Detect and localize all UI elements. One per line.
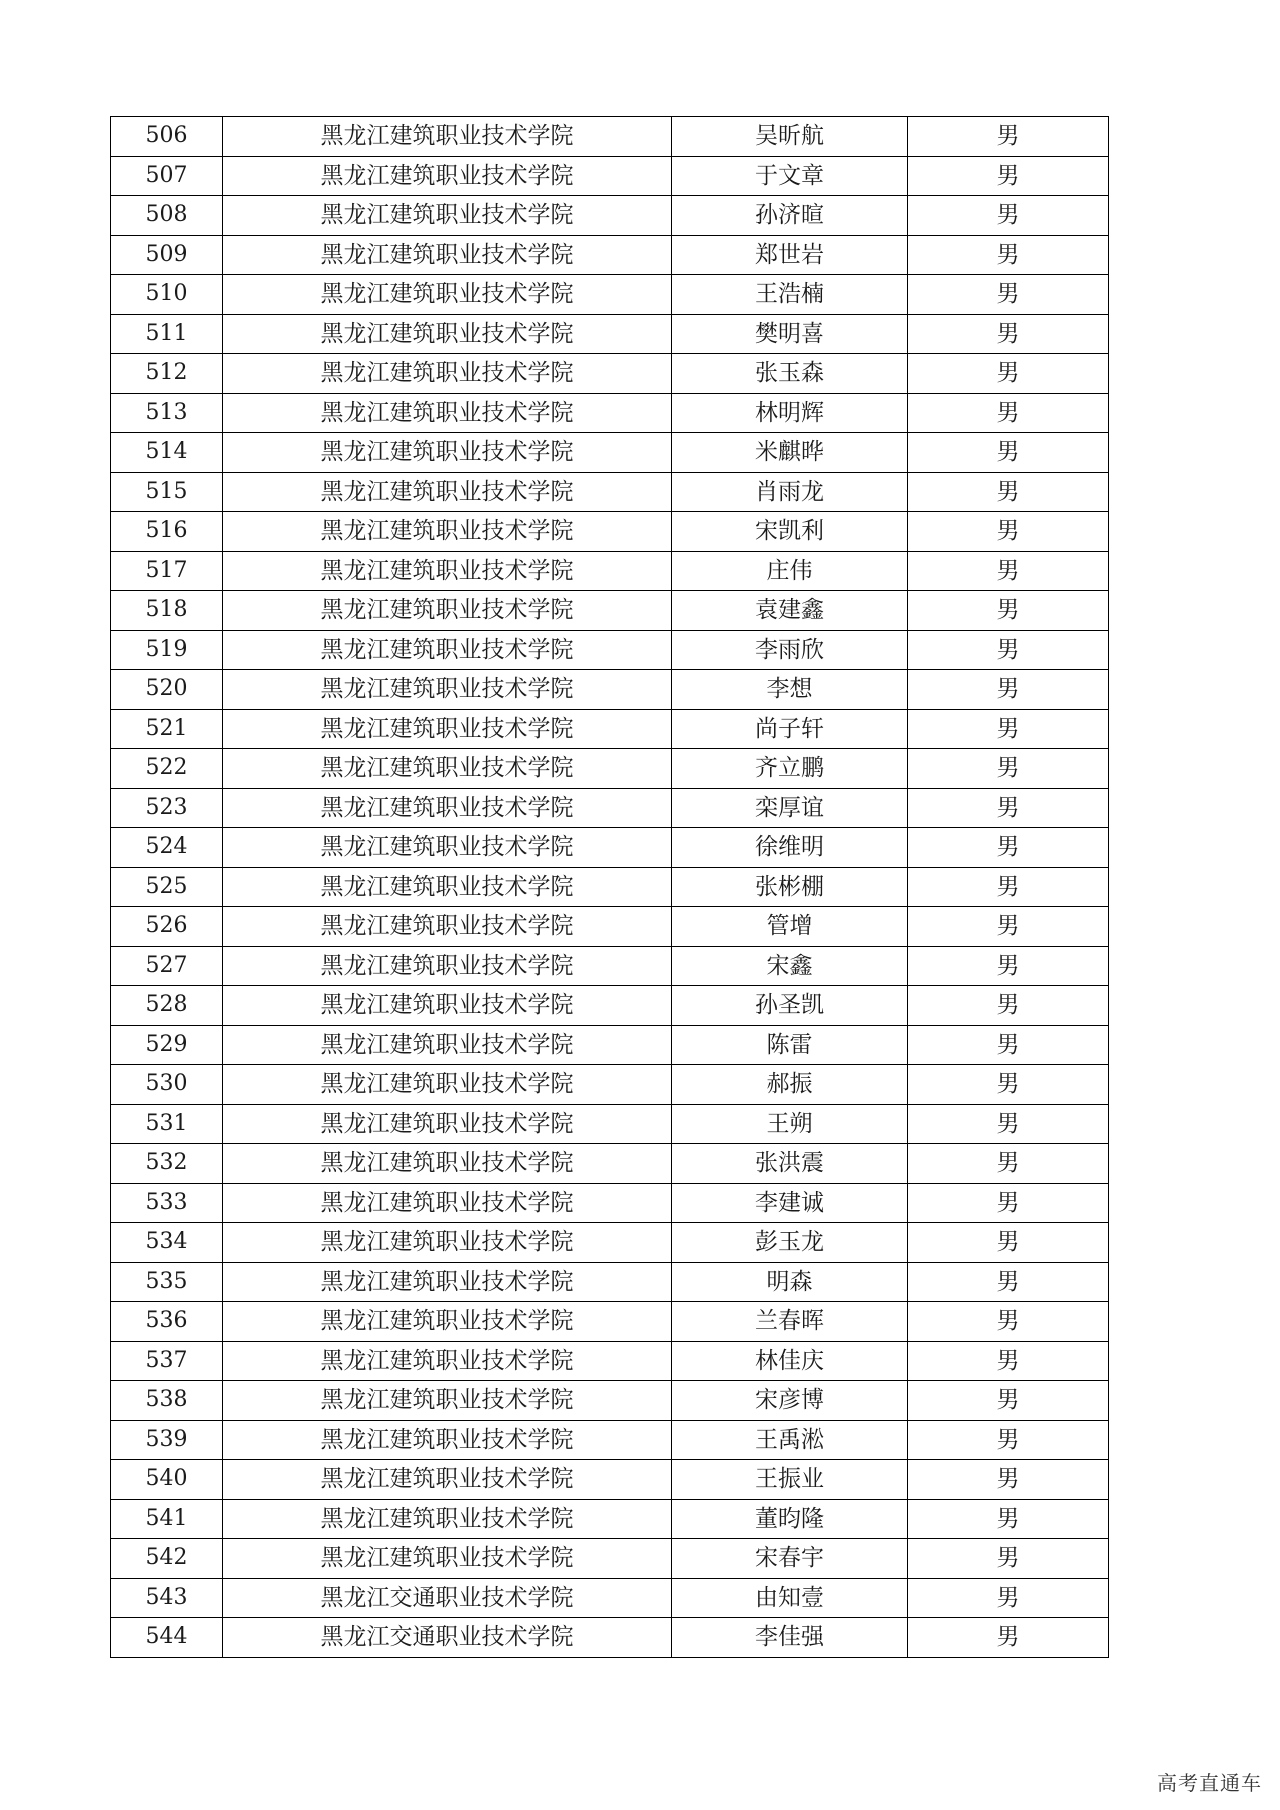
gender-cell: 男 — [908, 749, 1109, 789]
name-cell: 庄伟 — [672, 551, 908, 591]
gender-cell: 男 — [908, 907, 1109, 947]
school-cell: 黑龙江建筑职业技术学院 — [223, 1420, 672, 1460]
school-cell: 黑龙江建筑职业技术学院 — [223, 1499, 672, 1539]
table-row — [111, 1183, 1109, 1223]
gender-cell: 男 — [908, 709, 1109, 749]
table-row — [111, 1223, 1109, 1263]
table-row — [111, 512, 1109, 552]
school-cell: 黑龙江建筑职业技术学院 — [223, 867, 672, 907]
row-number-cell: 513 — [111, 393, 223, 433]
school-cell: 黑龙江建筑职业技术学院 — [223, 1104, 672, 1144]
school-cell: 黑龙江建筑职业技术学院 — [223, 393, 672, 433]
school-cell: 黑龙江建筑职业技术学院 — [223, 1025, 672, 1065]
name-cell: 孙济暄 — [672, 196, 908, 236]
name-cell: 于文章 — [672, 156, 908, 196]
school-cell: 黑龙江建筑职业技术学院 — [223, 314, 672, 354]
school-cell: 黑龙江建筑职业技术学院 — [223, 1144, 672, 1184]
gender-cell: 男 — [908, 235, 1109, 275]
name-cell: 明森 — [672, 1262, 908, 1302]
gender-cell: 男 — [908, 1223, 1109, 1263]
gender-cell: 男 — [908, 591, 1109, 631]
gender-cell: 男 — [908, 433, 1109, 473]
row-number-cell: 515 — [111, 472, 223, 512]
gender-cell: 男 — [908, 1618, 1109, 1658]
name-cell: 吴昕航 — [672, 117, 908, 157]
row-number-cell: 535 — [111, 1262, 223, 1302]
gender-cell: 男 — [908, 788, 1109, 828]
name-cell: 兰春晖 — [672, 1302, 908, 1342]
row-number-cell: 542 — [111, 1539, 223, 1579]
row-number-cell: 507 — [111, 156, 223, 196]
row-number-cell: 516 — [111, 512, 223, 552]
row-number-cell: 526 — [111, 907, 223, 947]
gender-cell: 男 — [908, 393, 1109, 433]
name-cell: 李佳强 — [672, 1618, 908, 1658]
table-row — [111, 1618, 1109, 1658]
school-cell: 黑龙江建筑职业技术学院 — [223, 946, 672, 986]
school-cell: 黑龙江建筑职业技术学院 — [223, 709, 672, 749]
name-cell: 袁建鑫 — [672, 591, 908, 631]
name-cell: 张洪震 — [672, 1144, 908, 1184]
row-number-cell: 523 — [111, 788, 223, 828]
name-cell: 由知壹 — [672, 1578, 908, 1618]
row-number-cell: 509 — [111, 235, 223, 275]
table-row — [111, 117, 1109, 157]
name-cell: 林佳庆 — [672, 1341, 908, 1381]
school-cell: 黑龙江建筑职业技术学院 — [223, 235, 672, 275]
table-row — [111, 1460, 1109, 1500]
school-cell: 黑龙江建筑职业技术学院 — [223, 907, 672, 947]
table-row — [111, 1025, 1109, 1065]
school-cell: 黑龙江建筑职业技术学院 — [223, 1341, 672, 1381]
table-row — [111, 1381, 1109, 1421]
school-cell: 黑龙江建筑职业技术学院 — [223, 433, 672, 473]
gender-cell: 男 — [908, 1539, 1109, 1579]
school-cell: 黑龙江交通职业技术学院 — [223, 1578, 672, 1618]
row-number-cell: 540 — [111, 1460, 223, 1500]
row-number-cell: 543 — [111, 1578, 223, 1618]
gender-cell: 男 — [908, 867, 1109, 907]
name-cell: 张玉森 — [672, 354, 908, 394]
name-cell: 董昀隆 — [672, 1499, 908, 1539]
row-number-cell: 520 — [111, 670, 223, 710]
row-number-cell: 534 — [111, 1223, 223, 1263]
school-cell: 黑龙江交通职业技术学院 — [223, 1618, 672, 1658]
table-row — [111, 156, 1109, 196]
school-cell: 黑龙江建筑职业技术学院 — [223, 670, 672, 710]
table-row — [111, 591, 1109, 631]
gender-cell: 男 — [908, 1302, 1109, 1342]
gender-cell: 男 — [908, 354, 1109, 394]
name-cell: 宋凯利 — [672, 512, 908, 552]
table-row — [111, 472, 1109, 512]
table-row — [111, 828, 1109, 868]
gender-cell: 男 — [908, 1460, 1109, 1500]
table-row — [111, 630, 1109, 670]
name-cell: 彭玉龙 — [672, 1223, 908, 1263]
gender-cell: 男 — [908, 1025, 1109, 1065]
row-number-cell: 533 — [111, 1183, 223, 1223]
watermark-text: 高考直通车 — [1157, 1771, 1262, 1795]
name-cell: 郝振 — [672, 1065, 908, 1105]
row-number-cell: 537 — [111, 1341, 223, 1381]
gender-cell: 男 — [908, 472, 1109, 512]
name-cell: 张彬棚 — [672, 867, 908, 907]
table-row — [111, 235, 1109, 275]
school-cell: 黑龙江建筑职业技术学院 — [223, 275, 672, 315]
row-number-cell: 538 — [111, 1381, 223, 1421]
roster-table — [110, 116, 1109, 1658]
name-cell: 李雨欣 — [672, 630, 908, 670]
gender-cell: 男 — [908, 828, 1109, 868]
name-cell: 王朔 — [672, 1104, 908, 1144]
table-row — [111, 1539, 1109, 1579]
table-row — [111, 1262, 1109, 1302]
table-row — [111, 433, 1109, 473]
school-cell: 黑龙江建筑职业技术学院 — [223, 1262, 672, 1302]
row-number-cell: 528 — [111, 986, 223, 1026]
school-cell: 黑龙江建筑职业技术学院 — [223, 156, 672, 196]
gender-cell: 男 — [908, 551, 1109, 591]
school-cell: 黑龙江建筑职业技术学院 — [223, 196, 672, 236]
gender-cell: 男 — [908, 1341, 1109, 1381]
row-number-cell: 512 — [111, 354, 223, 394]
row-number-cell: 518 — [111, 591, 223, 631]
table-row — [111, 788, 1109, 828]
row-number-cell: 506 — [111, 117, 223, 157]
gender-cell: 男 — [908, 1183, 1109, 1223]
table-row — [111, 1341, 1109, 1381]
table-row — [111, 867, 1109, 907]
school-cell: 黑龙江建筑职业技术学院 — [223, 1302, 672, 1342]
row-number-cell: 524 — [111, 828, 223, 868]
row-number-cell: 544 — [111, 1618, 223, 1658]
table-row — [111, 1065, 1109, 1105]
school-cell: 黑龙江建筑职业技术学院 — [223, 1183, 672, 1223]
table-row — [111, 314, 1109, 354]
school-cell: 黑龙江建筑职业技术学院 — [223, 512, 672, 552]
name-cell: 郑世岩 — [672, 235, 908, 275]
table-row — [111, 354, 1109, 394]
name-cell: 王浩楠 — [672, 275, 908, 315]
name-cell: 陈雷 — [672, 1025, 908, 1065]
gender-cell: 男 — [908, 670, 1109, 710]
table-row — [111, 275, 1109, 315]
row-number-cell: 517 — [111, 551, 223, 591]
name-cell: 王振业 — [672, 1460, 908, 1500]
school-cell: 黑龙江建筑职业技术学院 — [223, 1223, 672, 1263]
name-cell: 王禹淞 — [672, 1420, 908, 1460]
gender-cell: 男 — [908, 275, 1109, 315]
row-number-cell: 510 — [111, 275, 223, 315]
table-row — [111, 986, 1109, 1026]
name-cell: 孙圣凯 — [672, 986, 908, 1026]
gender-cell: 男 — [908, 314, 1109, 354]
school-cell: 黑龙江建筑职业技术学院 — [223, 1065, 672, 1105]
name-cell: 米麒晔 — [672, 433, 908, 473]
school-cell: 黑龙江建筑职业技术学院 — [223, 591, 672, 631]
table-row — [111, 1144, 1109, 1184]
name-cell: 齐立鹏 — [672, 749, 908, 789]
name-cell: 宋春宇 — [672, 1539, 908, 1579]
row-number-cell: 536 — [111, 1302, 223, 1342]
table-row — [111, 1104, 1109, 1144]
name-cell: 林明辉 — [672, 393, 908, 433]
school-cell: 黑龙江建筑职业技术学院 — [223, 749, 672, 789]
school-cell: 黑龙江建筑职业技术学院 — [223, 828, 672, 868]
gender-cell: 男 — [908, 1381, 1109, 1421]
table-row — [111, 1499, 1109, 1539]
table-row — [111, 1578, 1109, 1618]
row-number-cell: 529 — [111, 1025, 223, 1065]
row-number-cell: 541 — [111, 1499, 223, 1539]
name-cell: 宋彦博 — [672, 1381, 908, 1421]
gender-cell: 男 — [908, 196, 1109, 236]
table-row — [111, 1420, 1109, 1460]
roster-table-body — [111, 117, 1109, 1658]
row-number-cell: 531 — [111, 1104, 223, 1144]
gender-cell: 男 — [908, 1104, 1109, 1144]
table-row — [111, 946, 1109, 986]
table-row — [111, 709, 1109, 749]
row-number-cell: 522 — [111, 749, 223, 789]
name-cell: 李想 — [672, 670, 908, 710]
name-cell: 管增 — [672, 907, 908, 947]
table-row — [111, 1302, 1109, 1342]
table-row — [111, 393, 1109, 433]
gender-cell: 男 — [908, 630, 1109, 670]
gender-cell: 男 — [908, 1499, 1109, 1539]
table-row — [111, 670, 1109, 710]
school-cell: 黑龙江建筑职业技术学院 — [223, 117, 672, 157]
row-number-cell: 521 — [111, 709, 223, 749]
gender-cell: 男 — [908, 986, 1109, 1026]
table-row — [111, 907, 1109, 947]
gender-cell: 男 — [908, 1578, 1109, 1618]
gender-cell: 男 — [908, 117, 1109, 157]
school-cell: 黑龙江建筑职业技术学院 — [223, 354, 672, 394]
name-cell: 樊明喜 — [672, 314, 908, 354]
row-number-cell: 527 — [111, 946, 223, 986]
name-cell: 宋鑫 — [672, 946, 908, 986]
row-number-cell: 539 — [111, 1420, 223, 1460]
table-row — [111, 196, 1109, 236]
gender-cell: 男 — [908, 1420, 1109, 1460]
school-cell: 黑龙江建筑职业技术学院 — [223, 630, 672, 670]
gender-cell: 男 — [908, 512, 1109, 552]
name-cell: 肖雨龙 — [672, 472, 908, 512]
name-cell: 尚子轩 — [672, 709, 908, 749]
school-cell: 黑龙江建筑职业技术学院 — [223, 788, 672, 828]
name-cell: 徐维明 — [672, 828, 908, 868]
row-number-cell: 530 — [111, 1065, 223, 1105]
row-number-cell: 511 — [111, 314, 223, 354]
gender-cell: 男 — [908, 156, 1109, 196]
gender-cell: 男 — [908, 1262, 1109, 1302]
row-number-cell: 508 — [111, 196, 223, 236]
table-row — [111, 749, 1109, 789]
school-cell: 黑龙江建筑职业技术学院 — [223, 472, 672, 512]
school-cell: 黑龙江建筑职业技术学院 — [223, 1381, 672, 1421]
school-cell: 黑龙江建筑职业技术学院 — [223, 1539, 672, 1579]
gender-cell: 男 — [908, 1144, 1109, 1184]
school-cell: 黑龙江建筑职业技术学院 — [223, 551, 672, 591]
row-number-cell: 525 — [111, 867, 223, 907]
name-cell: 李建诚 — [672, 1183, 908, 1223]
row-number-cell: 514 — [111, 433, 223, 473]
table-row — [111, 551, 1109, 591]
row-number-cell: 519 — [111, 630, 223, 670]
school-cell: 黑龙江建筑职业技术学院 — [223, 986, 672, 1026]
school-cell: 黑龙江建筑职业技术学院 — [223, 1460, 672, 1500]
gender-cell: 男 — [908, 1065, 1109, 1105]
row-number-cell: 532 — [111, 1144, 223, 1184]
name-cell: 栾厚谊 — [672, 788, 908, 828]
gender-cell: 男 — [908, 946, 1109, 986]
